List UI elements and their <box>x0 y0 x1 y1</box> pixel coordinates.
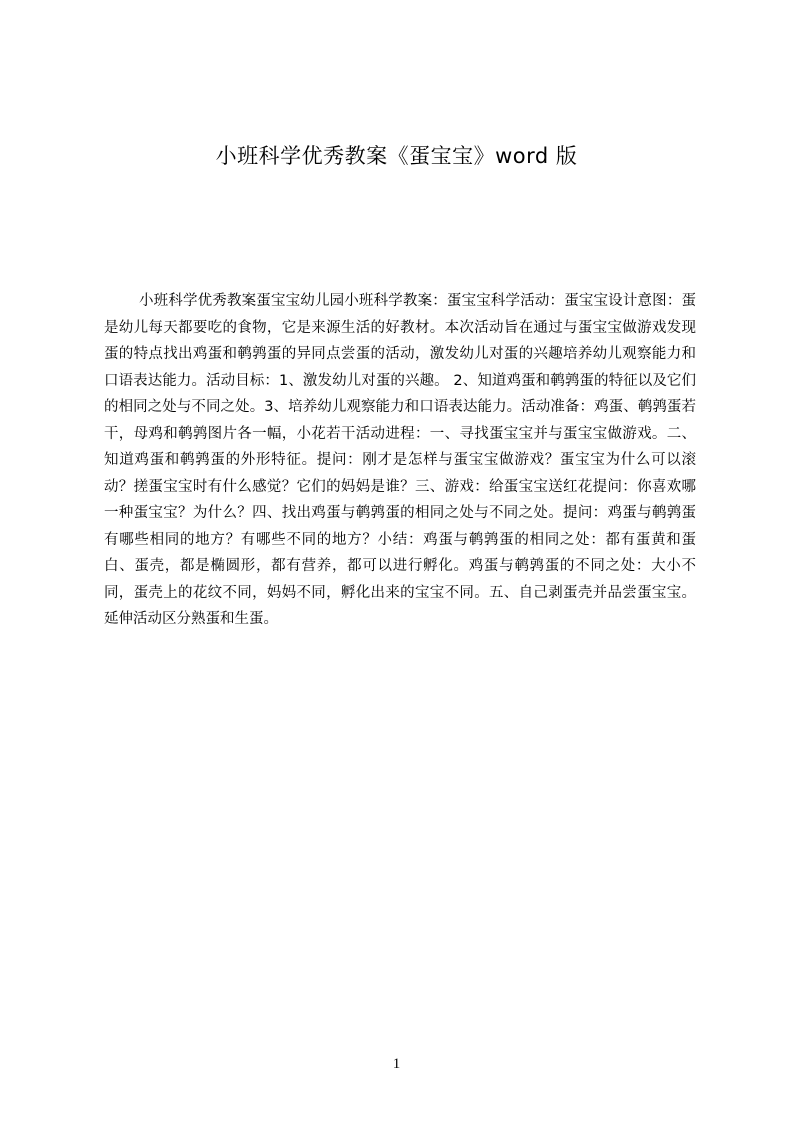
document-title: 小班科学优秀教案《蛋宝宝》word 版 <box>215 144 578 168</box>
document-body-paragraph: 小班科学优秀教案蛋宝宝幼儿园小班科学教案：蛋宝宝科学活动：蛋宝宝设计意图：蛋是幼儿每天都要吃的食物，它是来源生活的好教材。本次活动旨在通过与蛋宝宝做游戏发现蛋的特点找出鸡蛋和鹌鹑蛋的异同点尝蛋的活动，激发幼儿对蛋的兴趣培养幼儿观察能力和口语表达能力。活动目标：1、激发幼儿对蛋的兴趣。 2、知道鸡蛋和鹌鹑蛋的特征以及它们的相同之处与不同之处。3、培养幼儿观察能力和口语表达能力。活动准备：鸡蛋、鹌鹑蛋若干，母鸡和鹌鹑图片各一幅，小花若干活动进程：一、寻找蛋宝宝并与蛋宝宝做游戏。二、知道鸡蛋和鹌鹑蛋的外形特征。提问：刚才是怎样与蛋宝宝做游戏？蛋宝宝为什么可以滚动？搓蛋宝宝时有什么感觉？它们的妈妈是谁？三、游戏：给蛋宝宝送红花提问：你喜欢哪一种蛋宝宝？为什么？四、找出鸡蛋与鹌鹑蛋的相同之处与不同之处。提问：鸡蛋与鹌鹑蛋有哪些相同的地方？有哪些不同的地方？小结：鸡蛋与鹌鹑蛋的相同之处：都有蛋黄和蛋白、蛋壳，都是椭圆形，都有营养，都可以进行孵化。鸡蛋与鹌鹑蛋的不同之处：大小不同，蛋壳上的花纹不同，妈妈不同，孵化出来的宝宝不同。五、自己剥蛋壳并品尝蛋宝宝。延伸活动区分熟蛋和生蛋。 <box>104 293 696 627</box>
page-number: 1 <box>392 1056 401 1072</box>
